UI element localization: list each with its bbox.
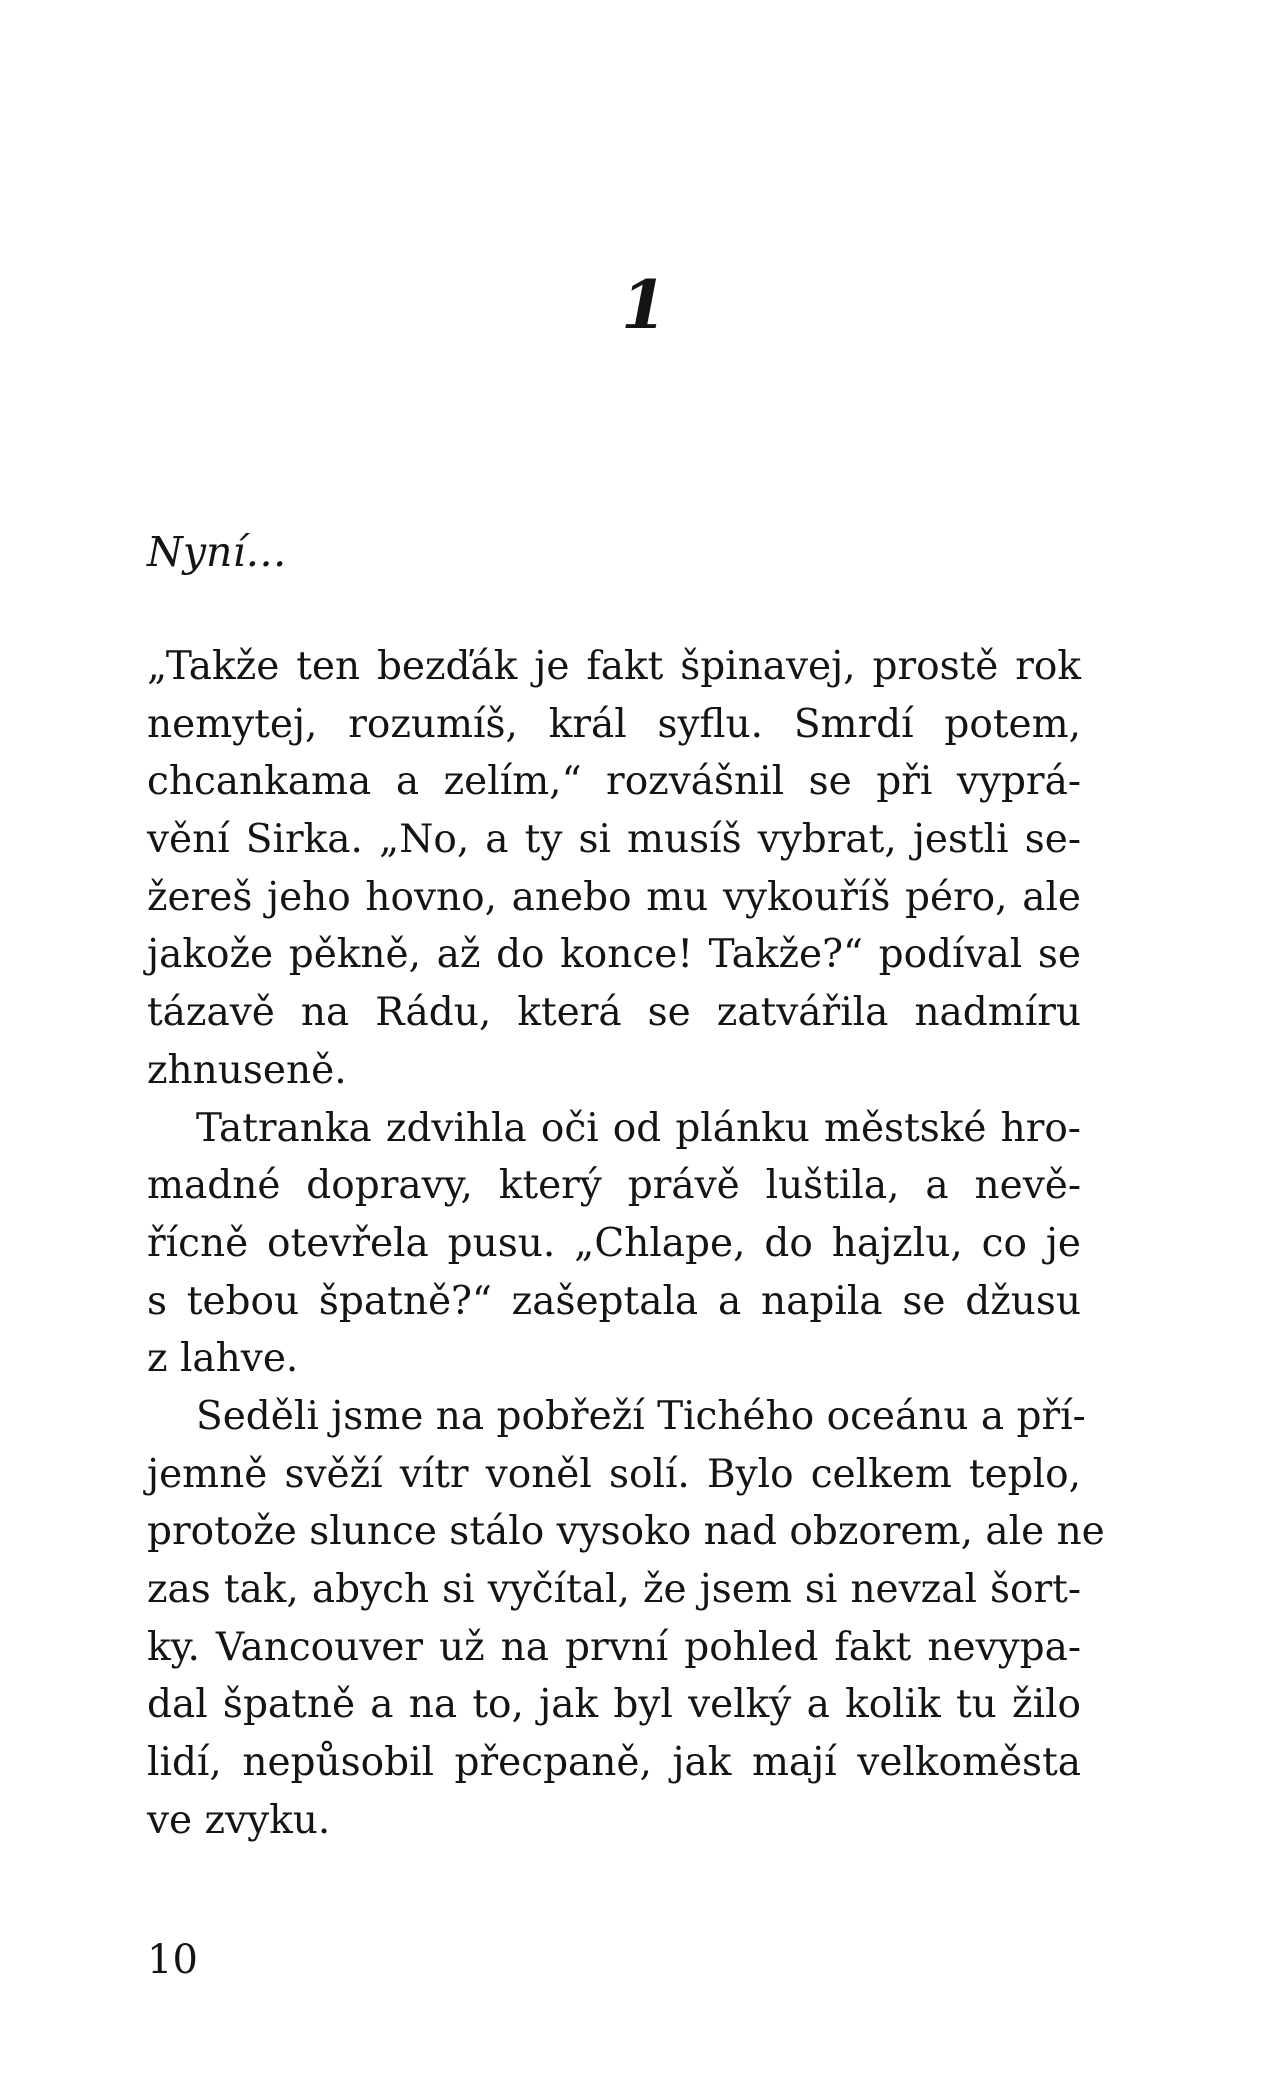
text-line: žereš jeho hovno, anebo mu vykouříš péro, ale [147, 874, 1081, 920]
text-line: dal špatně a na to, jak byl velký a kolik tu žilo [147, 1682, 1081, 1728]
section-heading: Nyní… [147, 528, 287, 576]
text-line: jemně svěží vítr voněl solí. Bylo celkem teplo, [147, 1451, 1081, 1497]
text-line: nemytej, rozumíš, král syflu. Smrdí potem, [147, 701, 1081, 747]
text-line: vění Sirka. „No, a ty si musíš vybrat, jestli se- [147, 817, 1081, 863]
text-line: tázavě na Rádu, která se zatvářila nadmíru [147, 990, 1081, 1036]
text-line: zhnuseně. [147, 1047, 347, 1093]
page-number: 10 [147, 1937, 198, 1983]
body-text [147, 638, 1105, 1849]
text-line: jakože pěkně, až do konce! Takže?“ podíval se [147, 932, 1081, 978]
text-line: Seděli jsme na pobřeží Tichého oceánu a pří- [196, 1393, 1086, 1439]
text-line: z lahve. [147, 1336, 299, 1382]
text-line: zas tak, abych si vyčítal, že jsem si nevzal šort- [147, 1567, 1081, 1612]
text-line: chcankama a zelím,“ rozvášnil se při vyprá- [147, 759, 1081, 805]
text-line: řícně otevřela pusu. „Chlape, do hajzlu, co je [147, 1220, 1081, 1266]
text-line: ky. Vancouver už na první pohled fakt nevypa- [147, 1624, 1081, 1670]
text-line: Tatranka zdvihla oči od plánku městské hro- [196, 1105, 1081, 1151]
text-line: protože slunce stálo vysoko nad obzorem, ale ne [147, 1509, 1105, 1555]
text-line: lidí, nepůsobil přecpaně, jak mají velkoměsta [147, 1740, 1081, 1786]
chapter-number: 1 [621, 266, 667, 344]
text-line: madné dopravy, který právě luštila, a nevě- [147, 1163, 1081, 1209]
text-line: ve zvyku. [147, 1797, 331, 1843]
text-line: s tebou špatně?“ zašeptala a napila se džusu [147, 1278, 1081, 1324]
text-line: „Takže ten bezďák je fakt špinavej, prostě rok [147, 644, 1081, 689]
